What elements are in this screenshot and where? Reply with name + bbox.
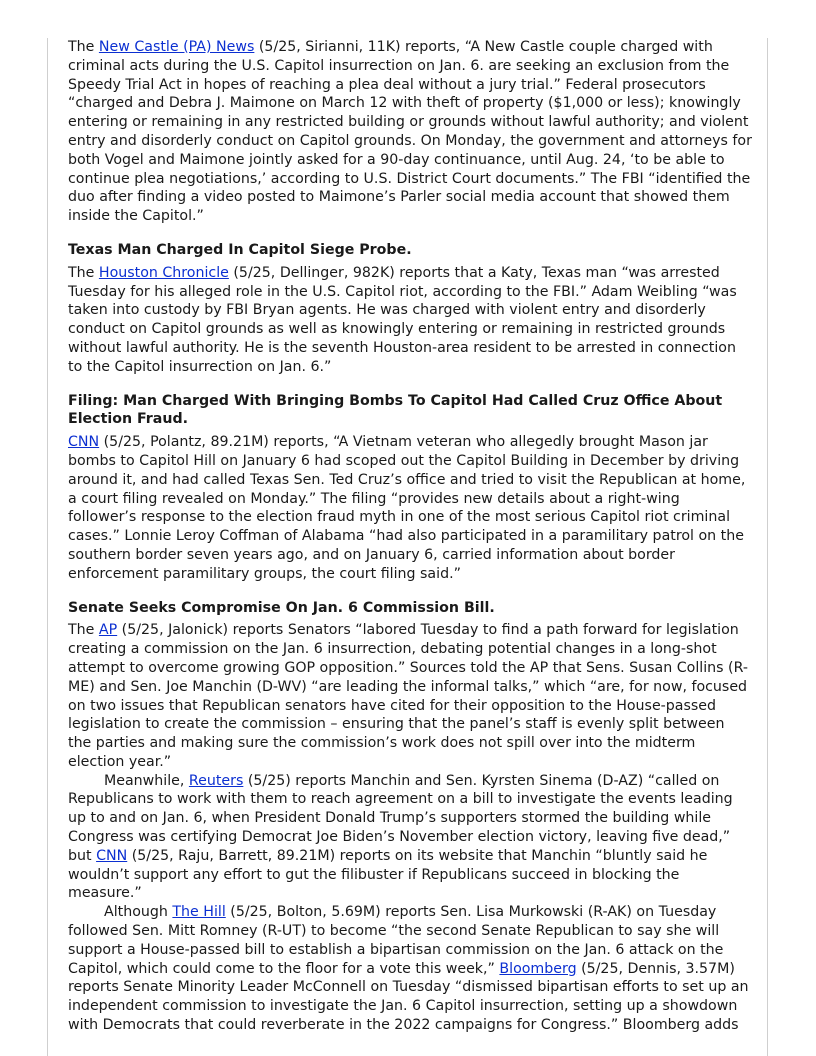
article [68,38,752,226]
document-page [47,38,768,1056]
document-body [68,38,752,1035]
source-link[interactable]: Reuters [188,772,244,789]
article-headline: Texas Man Charged In Capitol Siege Probe. [68,241,412,258]
paragraph-text: The [68,264,99,281]
paragraph-text: Meanwhile, [104,772,189,789]
source-link[interactable]: AP [98,622,118,639]
paragraph-text: (5/25, Sirianni, 11K) reports, “A New Castle couple charged with criminal acts during the U.S. Capitol insurrection on Jan. 6. are seeking an exclusion from the Speedy Trial Act in hopes of reaching a plea deal without a jury trial.” Federal prosecutors “charged and Debra J. Maimone on March 12 with theft of property ($1,000 or less); knowingly entering or remaining in any restricted building or grounds without lawful authority; and violent entry and disorderly conduct on Capitol grounds. On Monday, the government and attorneys for both Vogel and Maimone jointly asked for a 90-day continuance, until Aug. 24, ‘to be able to continue plea negotiations,’ according to U.S. District Court documents.” The FBI “identified the duo after finding a video posted to Maimone’s Parler social media account that showed them inside the Capitol.” [68,39,752,225]
paragraph-text: (5/25, Raju, Barrett, 89.21M) reports on its website that Manchin “bluntly said he wouldn’t support any effort to gut the filibuster if Republicans succeed in blocking the measure.” [68,847,708,902]
article [68,599,752,1035]
paragraph-text: The [68,622,99,639]
source-link[interactable]: Houston Chronicle [98,264,229,281]
article-headline: Filing: Man Charged With Bringing Bombs To Capitol Had Called Cruz Office About Election Fraud. [68,392,723,428]
paragraph-text: (5/25, Jalonick) reports Senators “labored Tuesday to find a path forward for legislation creating a commission on the Jan. 6 insurrection, debating potential changes in a long-shot attempt to overcome growing GOP opposition.” Sources told the AP that Sens. Susan Collins (R-ME) and Sen. Joe Manchin (D-WV) “are leading the informal talks,” which “are, for now, focused on two issues that Republican senators have cited for their opposition to the House-passed legislation to create the commission – ensuring that the panel’s staff is evenly split between the parties and making sure the commission’s work does not spill over into the midterm election year.” [68,622,748,770]
article-paragraph [68,433,752,583]
source-link[interactable]: Bloomberg [499,960,577,977]
source-link[interactable]: New Castle (PA) News [98,39,255,55]
source-link[interactable]: The Hill [172,904,226,921]
article-paragraph [68,38,752,226]
paragraph-text: (5/25, Dennis, 3.57M) reports Senate Minority Leader McConnell on Tuesday “dismissed bipartisan efforts to set up an independent commission to investigate the Jan. 6 Capitol insurrection, setting up a showdown with Democrats that could reverberate in the 2022 campaigns for Congress.” Bloomberg adds [68,960,749,1034]
article [68,241,752,377]
paragraph-text: (5/25, Dellinger, 982K) reports that a Katy, Texas man “was arrested Tuesday for his alleged role in the U.S. Capitol riot, according to the FBI.” Adam Weibling “was taken into custody by FBI Bryan agents. He was charged with violent entry and disorderly conduct on Capitol grounds as well as knowingly entering or remaining in restricted grounds without lawful authority. He is the seventh Houston-area resident to be arrested in connection to the Capitol insurrection on Jan. 6.” [68,264,737,375]
source-link[interactable]: CNN [96,847,128,864]
paragraph-text: (5/25, Polantz, 89.21M) reports, “A Vietnam veteran who allegedly brought Mason jar bombs to Capitol Hill on January 6 had scoped out the Capitol Building in December by driving around it, and had called Texas Sen. Ted Cruz’s office and tried to visit the Republican at home, a court filing revealed on Monday.” The filing “provides new details about a right-wing follower’s response to the election fraud myth in one of the most serious Capitol riot criminal cases.” Lonnie Leroy Coffman of Alabama “had also participated in a paramilitary patrol on the southern border seven years ago, and on January 6, carried information about border enforcement paramilitary groups, the court filing said.” [68,434,746,582]
article-paragraph [68,264,752,377]
paragraph-text: (5/25) reports Manchin and Sen. Kyrsten Sinema (D-AZ) “called on Republicans to work with them to reach agreement on a bill to investigate the events leading up to and on Jan. 6, when President Donald Trump’s supporters stormed the building while Congress was certifying Democrat Joe Biden’s November election victory, leaving five dead,” but [68,772,733,864]
paragraph-text: (5/25, Bolton, 5.69M) reports Sen. Lisa Murkowski (R-AK) on Tuesday followed Sen. Mitt Romney (R-UT) to become “the second Senate Republican to say she will support a House-passed bill to establish a bipartisan commission on the Jan. 6 attack on the Capitol, which could come to the floor for a vote this week,” [68,904,724,977]
article [68,392,752,584]
article-paragraph [68,621,752,771]
article-paragraph [68,903,752,1035]
paragraph-text: Although [104,904,173,921]
article-paragraph [68,772,752,904]
article-headline: Senate Seeks Compromise On Jan. 6 Commission Bill. [68,599,495,616]
paragraph-text: The [68,39,99,55]
source-link[interactable]: CNN [68,434,100,451]
